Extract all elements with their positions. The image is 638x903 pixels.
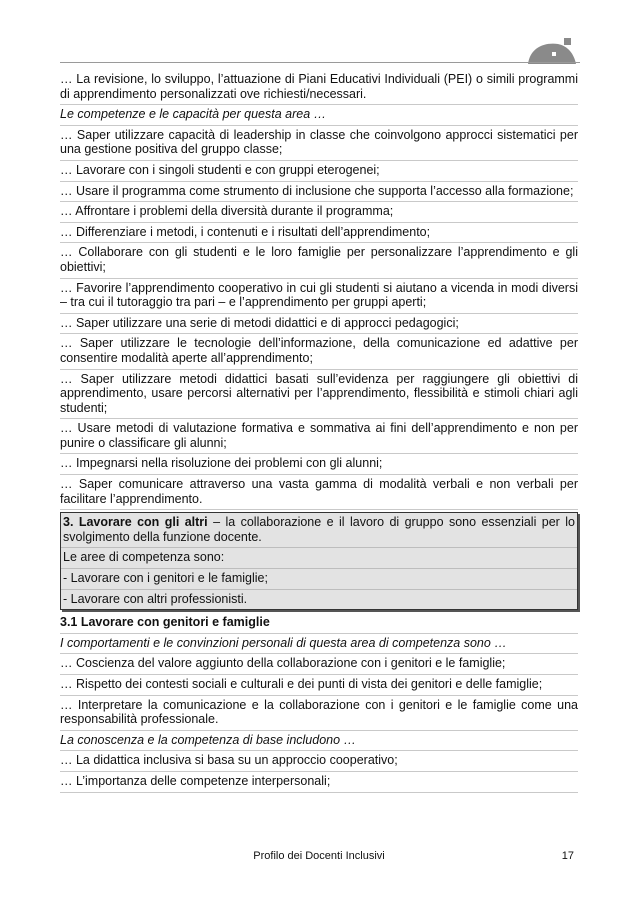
list-item: … Coscienza del valore aggiunto della collaborazione con i genitori e le famiglie; xyxy=(60,654,578,675)
list-item: … La revisione, lo sviluppo, l’attuazione di Piani Educativi Individuali (PEI) o simili programmi di apprendimento personalizzati ove richiesti/necessari. xyxy=(60,70,578,105)
list-item: … Interpretare la comunicazione e la collaborazione con i genitori e le famiglie come una responsabilità professionale. xyxy=(60,696,578,731)
page-number: 17 xyxy=(561,850,574,862)
list-item: … L’importanza delle competenze interpersonali; xyxy=(60,772,578,793)
list-item: … Affrontare i problemi della diversità durante il programma; xyxy=(60,202,578,223)
section-heading: 3.1 Lavorare con genitori e famiglie xyxy=(60,613,578,634)
subheading: I comportamenti e le convinzioni personali di questa area di competenza sono … xyxy=(60,634,578,655)
list-item: … Saper utilizzare una serie di metodi didattici e di approcci pedagogici; xyxy=(60,314,578,335)
box-line: - Lavorare con altri professionisti. xyxy=(63,591,248,606)
box-line: - Lavorare con i genitori e le famiglie; xyxy=(61,569,577,590)
page-content xyxy=(60,70,578,793)
list-item: … Saper utilizzare le tecnologie dell’informazione, della comunicazione ed adattive per consentire modalità aperte all’apprendimento; xyxy=(60,334,578,369)
list-item: … Saper comunicare attraverso una vasta gamma di modalità verbali e non verbali per facilitare l’apprendimento. xyxy=(60,475,578,510)
footer-title: Profilo dei Docenti Inclusivi xyxy=(253,850,385,862)
list-item: … Collaborare con gli studenti e le loro famiglie per personalizzare l’apprendimento e gli obiettivi; xyxy=(60,243,578,278)
agency-logo-icon xyxy=(524,38,580,64)
list-item: … Saper utilizzare metodi didattici basati sull’evidenza per raggiungere gli obiettivi di apprendimento, usare percorsi alternativi per l’apprendimento, flessibilità e stimoli chiari agli studenti; xyxy=(60,370,578,420)
box-heading xyxy=(61,513,577,548)
list-item: … Usare metodi di valutazione formativa e sommativa ai fini dell’apprendimento e non per punire o classificare gli alunni; xyxy=(60,419,578,454)
list-item: … Favorire l’apprendimento cooperativo in cui gli studenti si aiutano a vicenda in modi diversi – tra cui il tutoraggio tra pari – e l’apprendimento per gruppi aperti; xyxy=(60,279,578,314)
list-item: … Differenziare i metodi, i contenuti e i risultati dell’apprendimento; xyxy=(60,223,578,244)
box-title: 3. Lavorare con gli altri xyxy=(63,515,208,530)
list-item: … Impegnarsi nella risoluzione dei problemi con gli alunni; xyxy=(60,454,578,475)
subheading: La conoscenza e la competenza di base includono … xyxy=(60,731,578,752)
section-3-box xyxy=(60,512,578,610)
list-item: … La didattica inclusiva si basa su un approccio cooperativo; xyxy=(60,751,578,772)
list-item: … Lavorare con i singoli studenti e con gruppi eterogenei; xyxy=(60,161,578,182)
section-3-1 xyxy=(60,613,578,792)
subheading: Le competenze e le capacità per questa area … xyxy=(60,105,578,126)
list-item: … Usare il programma come strumento di inclusione che supporta l’accesso alla formazione; xyxy=(60,182,578,203)
header-rule xyxy=(60,62,580,63)
list-item: … Rispetto dei contesti sociali e culturali e dei punti di vista dei genitori e delle famiglie; xyxy=(60,675,578,696)
list-item: … Saper utilizzare capacità di leadership in classe che coinvolgono approcci sistematici per una gestione positiva del gruppo classe; xyxy=(60,126,578,161)
competence-list xyxy=(60,70,578,510)
box-title-rest: – la collaborazione e il lavoro di gruppo sono essenziali per lo svolgimento della funzione docente. xyxy=(63,515,575,544)
box-line: Le aree di competenza sono: xyxy=(61,548,577,569)
